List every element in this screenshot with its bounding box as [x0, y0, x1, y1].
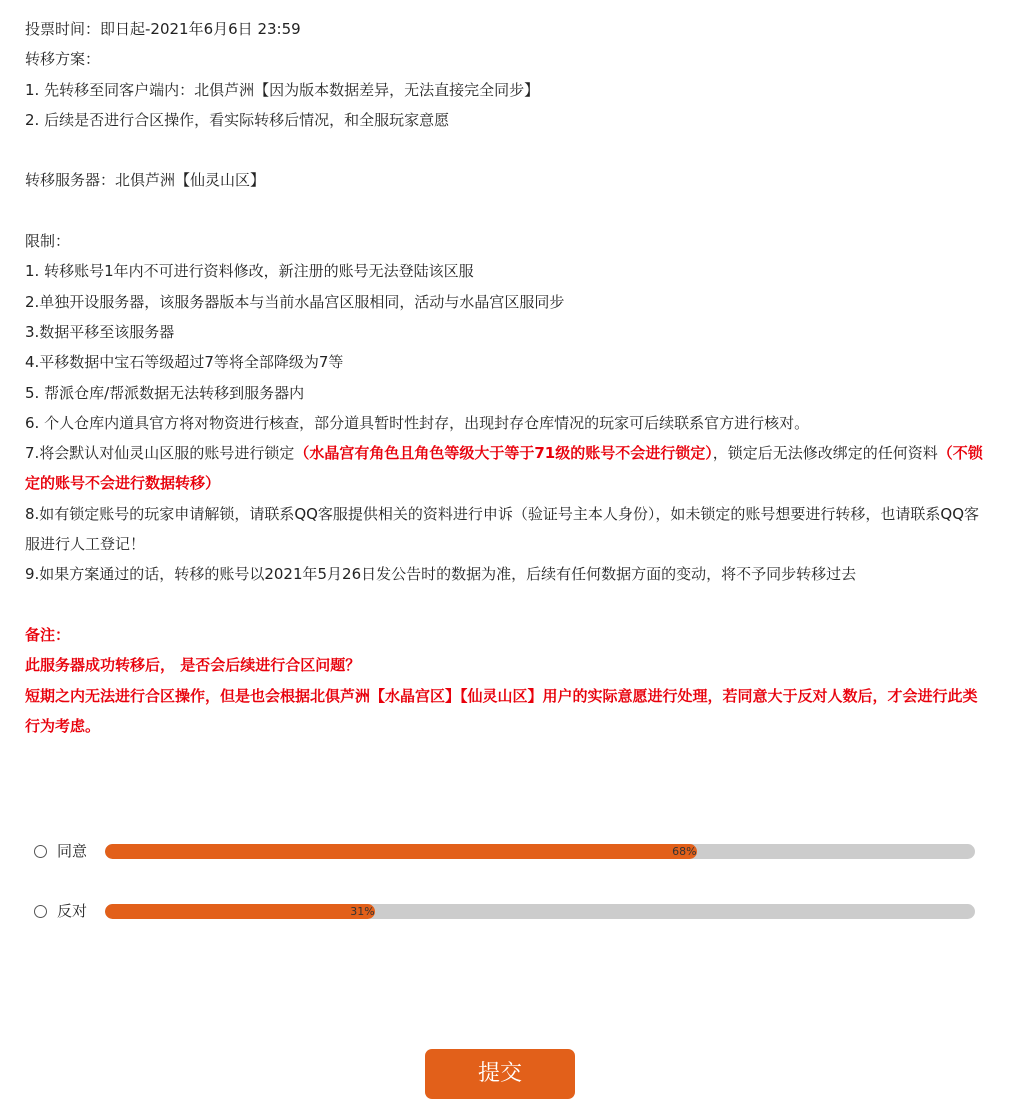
- notes-answer: 短期之内无法进行合区操作，但是也会根据北俱芦洲【水晶宫区】【仙灵山区】用户的实际意愿进行处理，若同意大于反对人数后，才会进行此类行为考虑。: [25, 686, 978, 735]
- agree-progress-track: [105, 844, 975, 859]
- spacer: [25, 590, 985, 620]
- announcement-content: [25, 14, 985, 741]
- poll-option-agree[interactable]: [34, 830, 976, 874]
- notes-title: 备注：: [25, 625, 71, 644]
- spacer: [25, 196, 985, 226]
- disagree-radio[interactable]: [34, 905, 47, 918]
- disagree-percent: 31%: [350, 905, 375, 918]
- agree-radio[interactable]: [34, 845, 47, 858]
- disagree-progress-track: [105, 904, 975, 919]
- plan-item: 2. 后续是否进行合区操作，看实际转移后情况，和全服玩家意愿: [25, 110, 450, 129]
- limit-item-9: 9.如果方案通过的话，转移的账号以2021年5月26日发公告时的数据为准，后续有任何数据方面的变动，将不予同步转移过去: [25, 565, 857, 584]
- limit-item-7: [25, 438, 985, 499]
- submit-button[interactable]: 提交: [425, 1049, 575, 1099]
- limit-item-7-text: 7.将会默认对仙灵山区服的账号进行锁定: [25, 444, 295, 463]
- plan-item: 1. 先转移至同客户端内：北俱芦洲【因为版本数据差异，无法直接完全同步】: [25, 80, 540, 99]
- limit-item: 3.数据平移至该服务器: [25, 322, 175, 341]
- limit-item-7-red-note: （水晶宫有角色且角色等级大于等于71级的账号不会进行锁定）: [294, 444, 713, 463]
- limit-item-7-red-note-2: （不锁定的账号不会进行数据转移）: [25, 444, 983, 493]
- limit-item: 6. 个人仓库内道具官方将对物资进行核查，部分道具暂时性封存，出现封存仓库情况的玩家可后续联系官方进行核对。: [25, 413, 810, 432]
- transfer-server: 转移服务器：北俱芦洲【仙灵山区】: [25, 171, 266, 190]
- limit-item: 4.平移数据中宝石等级超过7等将全部降级为7等: [25, 353, 344, 372]
- limit-item: 1. 转移账号1年内不可进行资料修改，新注册的账号无法登陆该区服: [25, 262, 474, 281]
- disagree-progress-fill: [105, 904, 375, 919]
- plan-title: 转移方案：: [25, 50, 101, 69]
- limit-item: 2.单独开设服务器，该服务器版本与当前水晶宫区服相同，活动与水晶宫区服同步: [25, 292, 565, 311]
- limits-title: 限制：: [25, 232, 71, 251]
- agree-label: 同意: [57, 842, 88, 860]
- limit-item: 5. 帮派仓库/帮派数据无法转移到服务器内: [25, 383, 305, 402]
- limit-item-8: 8.如有锁定账号的玩家申请解锁，请联系QQ客服提供相关的资料进行申诉（验证号主本人身份），如未锁定的账号想要进行转移，也请联系QQ客服进行人工登记！: [25, 504, 980, 554]
- spacer: [25, 135, 985, 165]
- agree-percent: 68%: [672, 845, 697, 858]
- disagree-label: 反对: [57, 902, 88, 920]
- limit-item-7-text-cont: ，锁定后无法修改绑定的任何资料: [712, 444, 938, 463]
- agree-progress-fill: [105, 844, 697, 859]
- notes-question: 此服务器成功转移后， 是否会后续进行合区问题？: [25, 656, 361, 675]
- vote-time: 投票时间：即日起-2021年6月6日 23:59: [25, 20, 301, 38]
- poll-option-disagree[interactable]: [34, 890, 976, 934]
